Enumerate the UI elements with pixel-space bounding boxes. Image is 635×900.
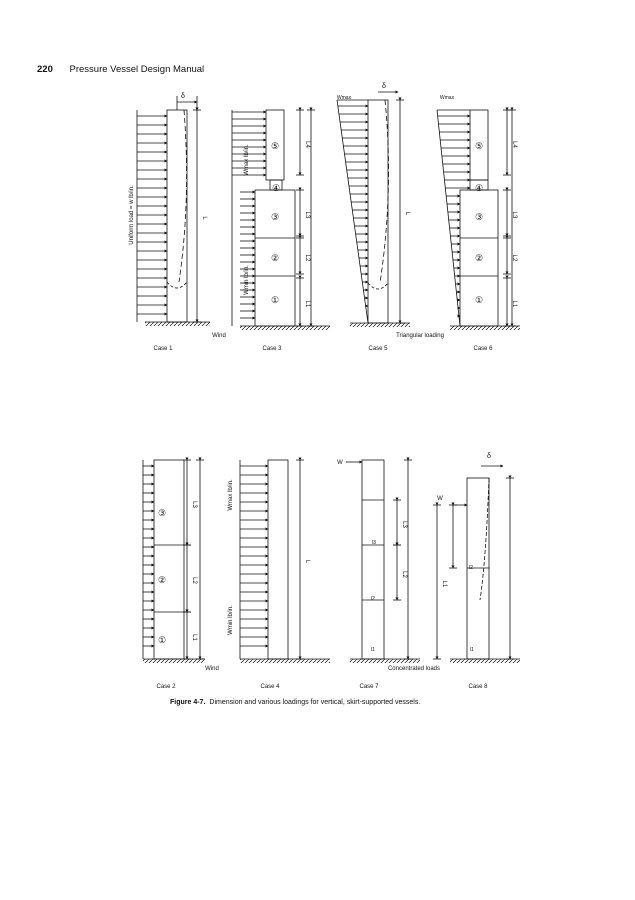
w-label: W xyxy=(437,496,443,502)
wind-label: Wind xyxy=(212,333,226,339)
deflection-curve xyxy=(380,100,389,283)
dim-L2: L2 xyxy=(511,254,517,262)
deflection-curve xyxy=(480,478,489,600)
section-number: ⑤ xyxy=(474,141,484,151)
wmin-label: Wmin lb/in. xyxy=(244,265,250,295)
ground-hatch xyxy=(240,659,330,663)
case-8-label: Case 8 xyxy=(468,684,488,690)
dim-l3: l3 xyxy=(372,540,376,546)
section-number: ③ xyxy=(474,212,484,222)
page-number: 220 xyxy=(37,64,53,75)
dim-L4: L4 xyxy=(304,141,310,148)
dim-L3: L3 xyxy=(511,211,517,219)
vessel-shell xyxy=(362,460,384,659)
uniform-load-label: Uniform load = w lb/in. xyxy=(129,185,135,245)
deflection-curve xyxy=(179,110,187,282)
concentrated-loads-label: Concentrated loads xyxy=(387,666,441,672)
dim-l1: l1 xyxy=(470,647,474,653)
dim-L1: L1 xyxy=(511,300,517,308)
section-number: ③ xyxy=(270,212,280,222)
dim-L1: L1 xyxy=(441,580,447,588)
vessel-shell xyxy=(268,460,288,659)
section-number: ③ xyxy=(157,508,167,518)
case-6-label: Case 6 xyxy=(473,346,493,352)
dim-L4: L4 xyxy=(511,141,517,148)
book-title: Pressure Vessel Design Manual xyxy=(69,64,205,75)
section-number: ④ xyxy=(271,183,281,193)
section-number: ① xyxy=(157,635,167,645)
case-7-label: Case 7 xyxy=(359,684,379,690)
ground-hatch xyxy=(143,659,205,663)
dim-L: L xyxy=(304,559,310,564)
dim-L3: L3 xyxy=(304,211,310,219)
case-5-label: Case 5 xyxy=(368,346,388,352)
case-4-label: Case 4 xyxy=(260,684,280,690)
dim-L1: L1 xyxy=(304,300,310,308)
vessel-shell xyxy=(154,460,184,659)
triangular-boundary xyxy=(437,110,460,326)
wmin-label: Wmin lb/in. xyxy=(228,605,234,635)
ground-hatch xyxy=(145,322,210,326)
section-number: ① xyxy=(474,295,484,305)
dim-L3: L3 xyxy=(191,501,197,508)
wind-label: Wind xyxy=(205,666,219,672)
vessel-shell xyxy=(368,100,388,323)
section-number: ② xyxy=(270,253,280,263)
dim-L2: L2 xyxy=(191,577,197,584)
ground-hatch xyxy=(240,326,330,330)
triangular-loading-label: Triangular loading xyxy=(396,333,444,339)
dim-L2: L2 xyxy=(304,254,310,262)
section-number: ② xyxy=(474,253,484,263)
figure-caption xyxy=(170,699,420,706)
wmax-label: Wmax xyxy=(336,95,352,101)
ground-hatch xyxy=(450,326,520,330)
case-3-label: Case 3 xyxy=(262,346,282,352)
dim-L: L xyxy=(404,211,410,216)
dim-l2: l2 xyxy=(469,565,473,571)
caption-text: Dimension and various loadings for vertical, skirt-supported vessels. xyxy=(209,699,421,706)
case-2-label: Case 2 xyxy=(156,684,176,690)
delta-label: δ xyxy=(382,83,386,90)
dim-L2: L2 xyxy=(401,571,407,578)
ground-hatch xyxy=(450,659,520,663)
delta-label: δ xyxy=(181,93,185,100)
dim-l2: l2 xyxy=(371,596,375,602)
section-number: ⑤ xyxy=(270,141,280,151)
wmax-label: Wmax lb/in. xyxy=(244,144,250,176)
ground-hatch xyxy=(350,323,410,327)
skirt-head xyxy=(368,283,388,289)
vessel-shell xyxy=(167,110,187,322)
section-number: ② xyxy=(157,575,167,585)
dim-l1: l1 xyxy=(371,647,375,653)
skirt-head xyxy=(167,282,187,288)
caption-label: Figure 4-7. xyxy=(170,699,206,706)
ground-hatch xyxy=(350,659,420,663)
section-number: ④ xyxy=(474,183,484,193)
delta-label: δ xyxy=(487,453,491,460)
dim-L3: L3 xyxy=(401,521,407,528)
wmax-label: Wmax lb/in. xyxy=(228,479,234,511)
wmax-label: Wmax xyxy=(439,95,455,101)
dim-L: L xyxy=(201,216,207,220)
case-1-label: Case 1 xyxy=(153,346,173,352)
w-label: W xyxy=(337,460,343,466)
triangular-boundary xyxy=(337,100,368,323)
dim-L1: L1 xyxy=(191,634,197,641)
section-number: ① xyxy=(270,295,280,305)
